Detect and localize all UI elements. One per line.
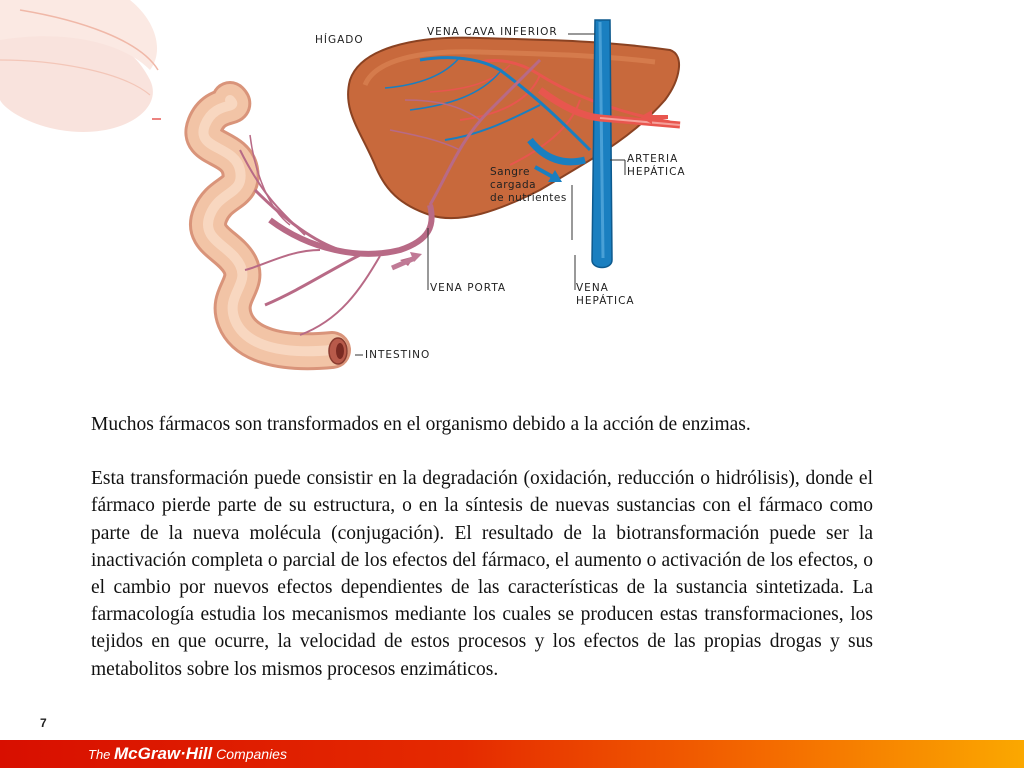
slide-body-text <box>91 411 873 683</box>
brand-logo <box>88 744 287 764</box>
paragraph-body: Esta transformación puede consistir en la degradación (oxidación, reducción o hidrólisis), donde el fármaco pierde parte de su estructura, o en la síntesis de nuevas sustancias con el fármaco como parte de la nueva molécula (conjugación). El resultado de la biotransformación puede ser la inactivación completa o parcial de los efectos del fármaco, el aumento o activación de los efectos, o el cambio por nuevos efectos dependientes de las características de la sustancia sintetizada. La farmacología estudia los mecanismos mediante los cuales se producen estas transformaciones, los tejidos en que ocurre, la velocidad de estos procesos y los efectos de las propias drogas y sus metabolitos sobre los mismos procesos enzimáticos. <box>91 468 873 680</box>
label-sangre-2: cargada <box>490 179 537 191</box>
label-vena-cava: VENA CAVA INFERIOR <box>427 26 558 38</box>
brand-companies: Companies <box>212 746 287 762</box>
liver-circulation-diagram <box>160 0 720 395</box>
slide-number: 7 <box>40 716 47 730</box>
label-arteria-1: ARTERIA <box>627 153 679 165</box>
label-vena-hepatica-2: HEPÁTICA <box>576 295 635 307</box>
footer-bar <box>0 740 1024 768</box>
label-sangre-1: Sangre <box>490 166 530 178</box>
label-vena-hepatica-1: VENA <box>576 282 609 294</box>
label-intestino: INTESTINO <box>365 349 431 361</box>
label-arteria-2: HEPÁTICA <box>627 166 686 178</box>
label-vena-porta: VENA PORTA <box>430 282 507 294</box>
label-sangre-3: de nutrientes <box>490 192 567 204</box>
paragraph-intro: Muchos fármacos son transformados en el organismo debido a la acción de enzimas. <box>91 414 751 435</box>
brand-name: McGraw·Hill <box>114 744 213 763</box>
brand-the: The <box>88 747 115 762</box>
label-higado: HÍGADO <box>315 34 364 46</box>
intestine-illustration <box>203 100 347 364</box>
